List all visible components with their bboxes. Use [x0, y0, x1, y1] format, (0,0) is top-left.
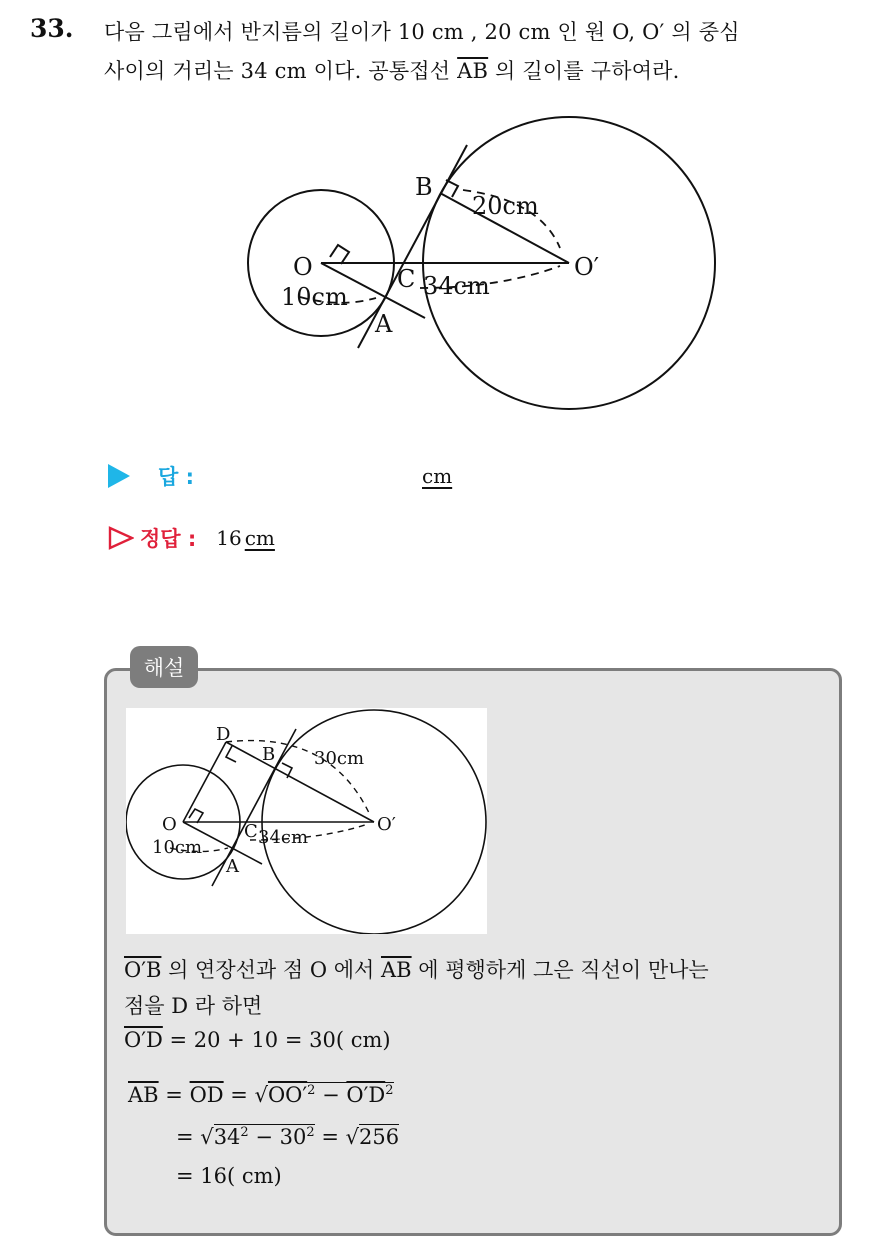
solution-line-6: = 16( cm)	[176, 1164, 282, 1188]
question-number: 33.	[30, 14, 74, 43]
solution-label-a: A	[226, 856, 239, 877]
correct-row	[108, 521, 275, 555]
label-10cm: 10cm	[281, 283, 348, 311]
solution-label-o: O	[162, 814, 177, 835]
problem-figure	[230, 110, 730, 430]
question-line-1: 다음 그림에서 반지름의 길이가 10 cm , 20 cm 인 원 O, O′ 의 중심	[104, 20, 740, 44]
question-line-2: 사이의 거리는 34 cm 이다. 공통접선 $\overline{AB}$ 의 길이를 구하여라.	[104, 59, 680, 83]
answer-label: 답 :	[158, 465, 194, 489]
answer-row	[108, 460, 452, 492]
correct-label: 정답 :	[140, 527, 197, 551]
solution-label-b: B	[262, 744, 276, 765]
label-o: O	[293, 253, 313, 281]
label-a: A	[375, 310, 393, 338]
right-angle-o	[330, 245, 349, 264]
solution-label-o-prime: O′	[377, 814, 396, 835]
solution-label-34cm: 34cm	[258, 827, 309, 848]
play-triangle-icon	[108, 464, 130, 488]
label-b: B	[415, 173, 433, 201]
solution-label-30cm: 30cm	[314, 748, 365, 769]
solution-line-1: O′B 의 연장선과 점 O 에서 $\overline{AB}$ 에 평행하게 그은 직선이 만나는	[124, 958, 709, 982]
label-c: C	[397, 265, 416, 293]
label-20cm: 20cm	[472, 192, 539, 220]
correct-value: 16 cm	[216, 526, 275, 550]
segment-ab: $\overline{AB}$	[457, 59, 489, 83]
label-o-prime: O′	[574, 253, 600, 281]
solution-label-10cm: 10cm	[152, 837, 203, 858]
solution-line-3: O′D = 20 + 10 = 30( cm)	[124, 1028, 391, 1052]
label-34cm: 34cm	[423, 272, 490, 300]
solution-line-2: 점을 D 라 하면	[124, 994, 263, 1018]
solution-line-5: = $√34^2 - 30^2 = √256$	[176, 1125, 400, 1149]
solution-label-c: C	[244, 821, 258, 842]
solution-figure	[126, 708, 487, 934]
outline-triangle-icon	[108, 526, 134, 550]
answer-blank[interactable]: cm	[422, 464, 453, 488]
solution-line-4: $\overline{AB} = \overline{OD} = √OO'^2 - O'D^2$	[128, 1083, 394, 1107]
solution-label-d: D	[216, 724, 231, 745]
solution-tab: 해설	[130, 646, 198, 688]
